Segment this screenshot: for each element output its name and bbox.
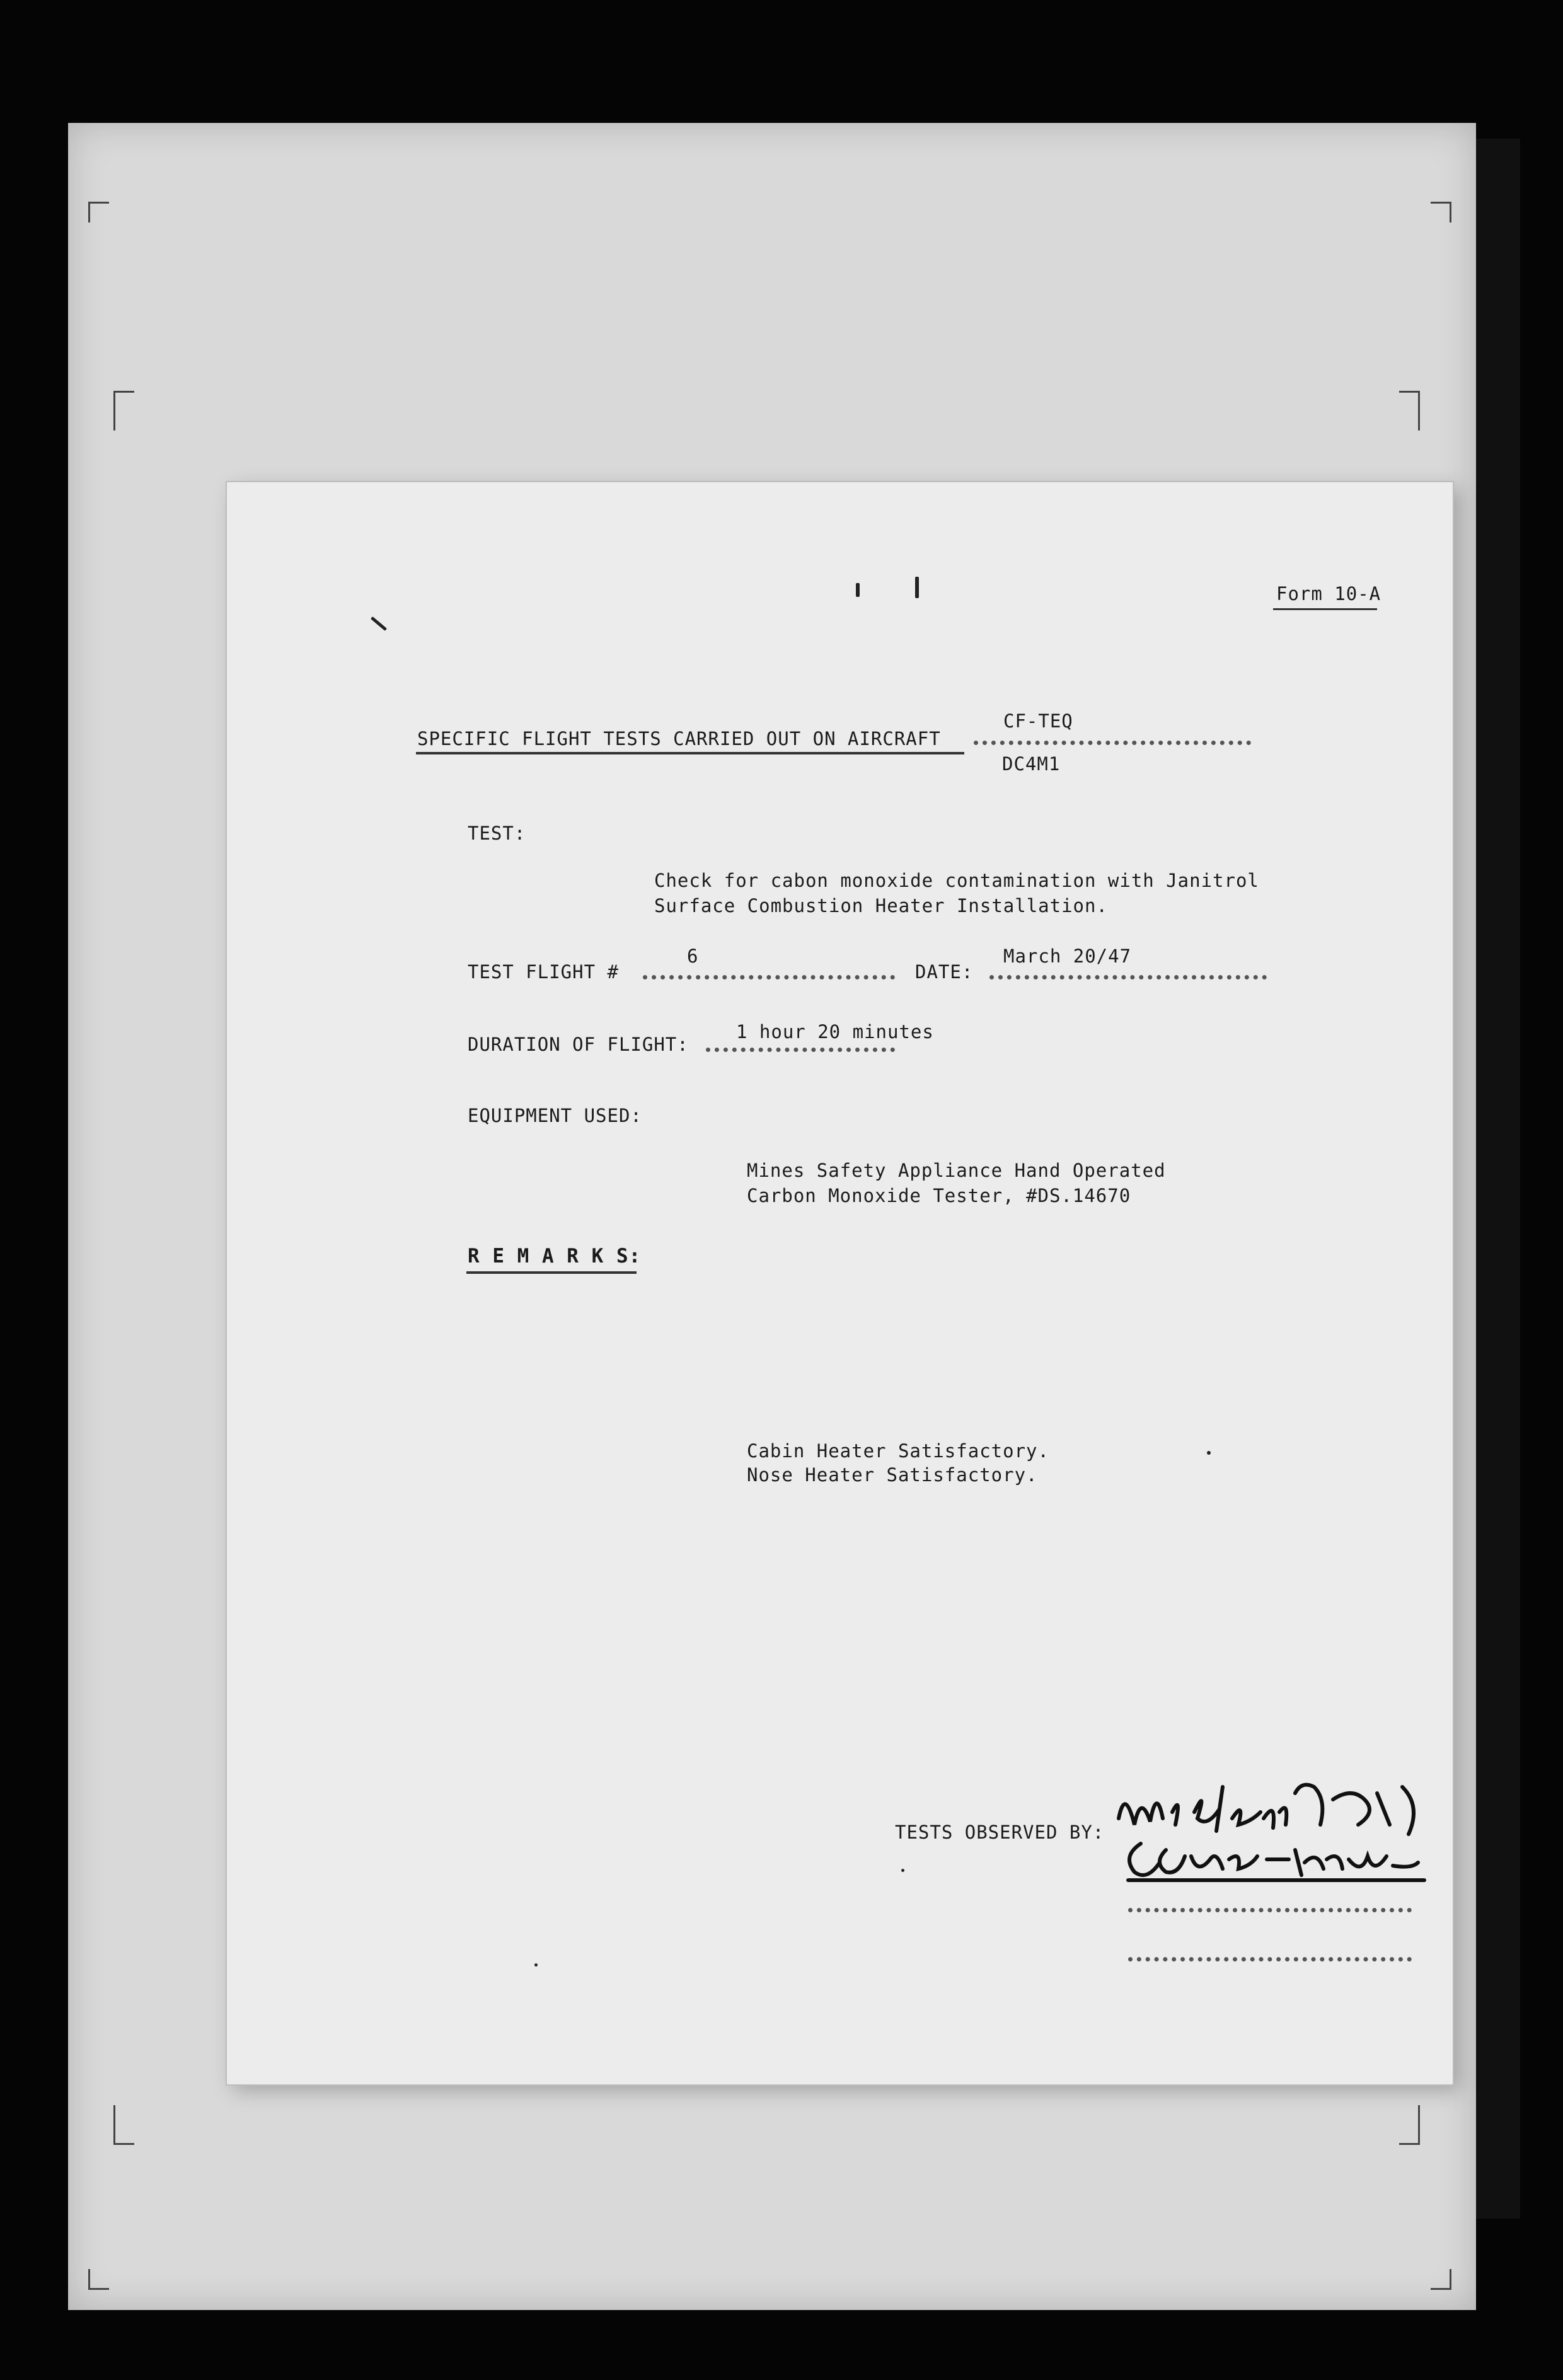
- form-label: Form 10-A: [1276, 583, 1381, 604]
- test-line-1: Check for cabon monoxide contamination with Janitrol: [654, 870, 1259, 891]
- heading-underline: [416, 752, 964, 754]
- speck: [915, 577, 919, 598]
- corner-mark-upper-right: [1399, 391, 1420, 430]
- observer-dotted-line-2: [1128, 1957, 1412, 1961]
- equipment-label: EQUIPMENT USED:: [468, 1105, 642, 1126]
- test-flight-label: TEST FLIGHT #: [468, 961, 619, 983]
- speck: [1207, 1451, 1211, 1455]
- flight-dotted-line: [643, 975, 895, 979]
- equipment-line-2: Carbon Monoxide Tester, #DS.14670: [747, 1185, 1131, 1206]
- speck: [901, 1869, 904, 1872]
- corner-mark-top-right: [1431, 202, 1451, 222]
- aircraft-dotted-line: [974, 741, 1251, 745]
- date-dotted-line: [989, 975, 1267, 979]
- film-edge: [1476, 139, 1520, 2219]
- duration-dotted-line: [706, 1048, 895, 1052]
- corner-mark-top-left: [88, 202, 109, 222]
- observer-dotted-line-1: [1128, 1908, 1412, 1912]
- corner-mark-upper-left: [113, 391, 134, 430]
- form-heading: SPECIFIC FLIGHT TESTS CARRIED OUT ON AIRCRAFT: [417, 728, 941, 749]
- remarks-line-2: Nose Heater Satisfactory.: [747, 1464, 1038, 1486]
- date-label: DATE:: [915, 961, 974, 983]
- remarks-label: R E M A R K S:: [468, 1245, 642, 1268]
- test-label: TEST:: [468, 823, 526, 844]
- speck: [856, 583, 860, 597]
- corner-mark-bottom-left: [88, 2269, 109, 2290]
- observed-by-label: TESTS OBSERVED BY:: [895, 1822, 1105, 1843]
- test-flight-number: 6: [687, 945, 699, 967]
- speck: [534, 1963, 538, 1967]
- duration-label: DURATION OF FLIGHT:: [468, 1034, 689, 1055]
- corner-mark-lower-left: [113, 2105, 134, 2145]
- form-label-underline: [1273, 608, 1377, 610]
- duration-value: 1 hour 20 minutes: [736, 1021, 934, 1043]
- aircraft-type: DC4M1: [1002, 753, 1061, 775]
- equipment-line-1: Mines Safety Appliance Hand Operated: [747, 1160, 1166, 1181]
- speck: [371, 616, 387, 631]
- remarks-line-1: Cabin Heater Satisfactory.: [747, 1440, 1049, 1462]
- aircraft-registration: CF-TEQ: [1003, 710, 1073, 732]
- corner-mark-lower-right: [1399, 2105, 1420, 2145]
- flight-test-form: [227, 482, 1453, 2084]
- signature-2: [1116, 1831, 1431, 1888]
- date-value: March 20/47: [1003, 945, 1132, 967]
- test-line-2: Surface Combustion Heater Installation.: [654, 895, 1108, 916]
- remarks-underline: [466, 1271, 637, 1274]
- corner-mark-bottom-right: [1431, 2269, 1451, 2290]
